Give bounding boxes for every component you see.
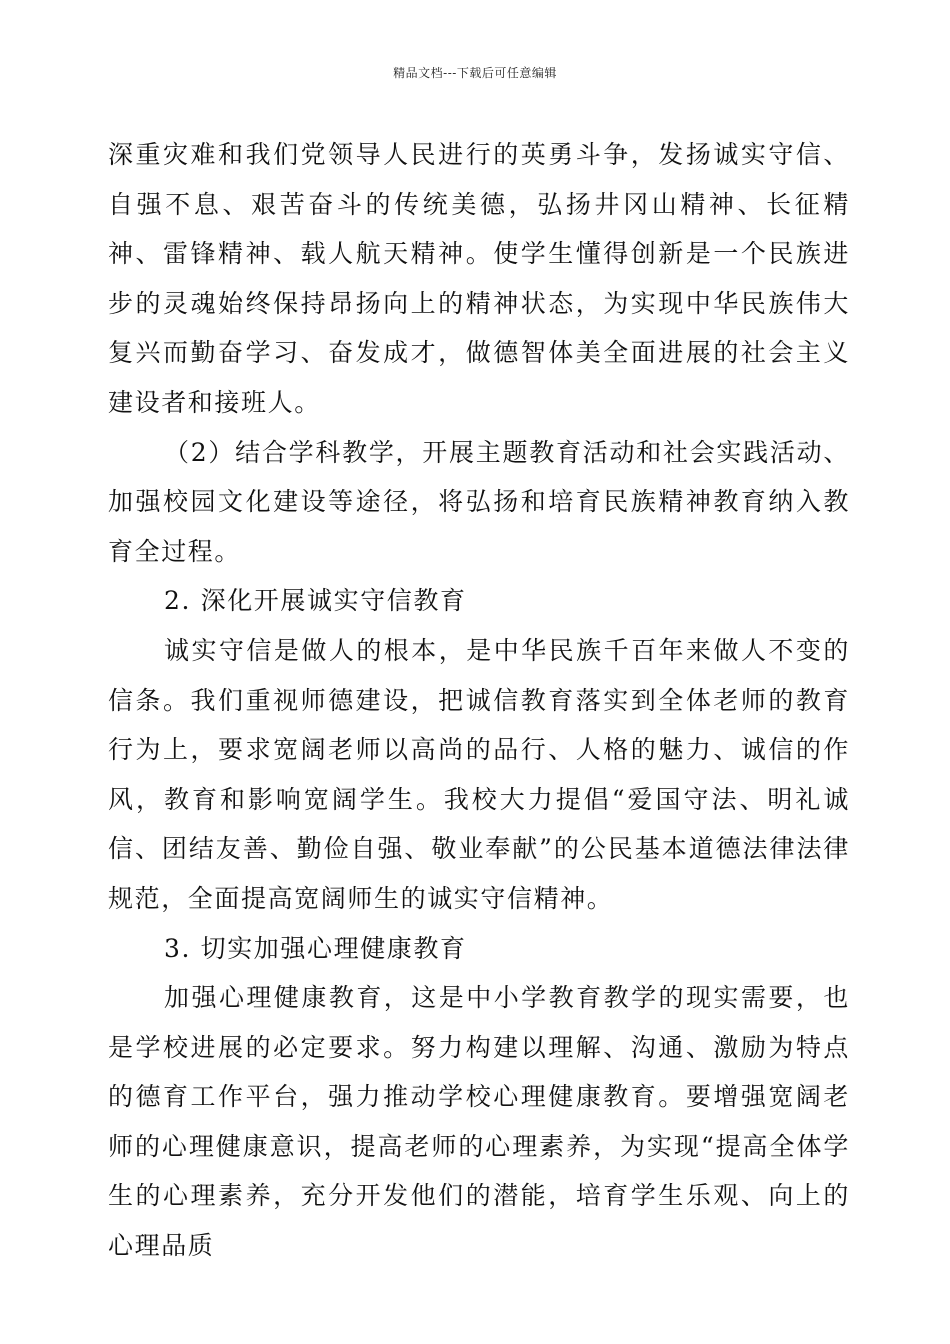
paragraph-honesty: 诚实守信是做人的根本，是中华民族千百年来做人不变的信条。我们重视师德建设，把诚信教育落实到全体老师的教育行为上，要求宽阔老师以高尚的品行、人格的魅力、诚信的作风，教育和影响宽阔学生。我校大力提倡“爱国守法、明礼诚信、团结友善、勤俭自强、敬业奉献”的公民基本道德法律法律规范，全面提高宽阔师生的诚实守信精神。 bbox=[108, 635, 850, 913]
paragraph-continuation: 深重灾难和我们党领导人民进行的英勇斗争，发扬诚实守信、自强不息、艰苦奋斗的传统美德，弘扬井冈山精神、长征精神、雷锋精神、载人航天精神。使学生懂得创新是一个民族进步的灵魂始终保持昂扬向上的精神状态，为实现中华民族伟大复兴而勤奋学习、奋发成才，做德智体美全面进展的社会主义建设者和接班人。 bbox=[108, 140, 850, 417]
page-header: 精品文档---下载后可任意编辑 bbox=[393, 66, 557, 80]
document-body bbox=[108, 130, 850, 1271]
section-heading-mental-health: 3. 切实加强心理健康教育 bbox=[164, 933, 467, 963]
paragraph-mental-health: 加强心理健康教育，这是中小学教育教学的现实需要，也是学校进展的必定要求。努力构建以理解、沟通、激励为特点的德育工作平台，强力推动学校心理健康教育。要增强宽阔老师的心理健康意识，提高老师的心理素养，为实现“提高全体学生的心理素养，充分开发他们的潜能，培育学生乐观、向上的心理品质 bbox=[108, 983, 850, 1261]
section-heading-honesty: 2. 深化开展诚实守信教育 bbox=[164, 586, 467, 616]
paragraph-item-2: （2）结合学科教学，开展主题教育活动和社会实践活动、加强校园文化建设等途径，将弘扬和培育民族精神教育纳入教育全过程。 bbox=[108, 437, 850, 566]
